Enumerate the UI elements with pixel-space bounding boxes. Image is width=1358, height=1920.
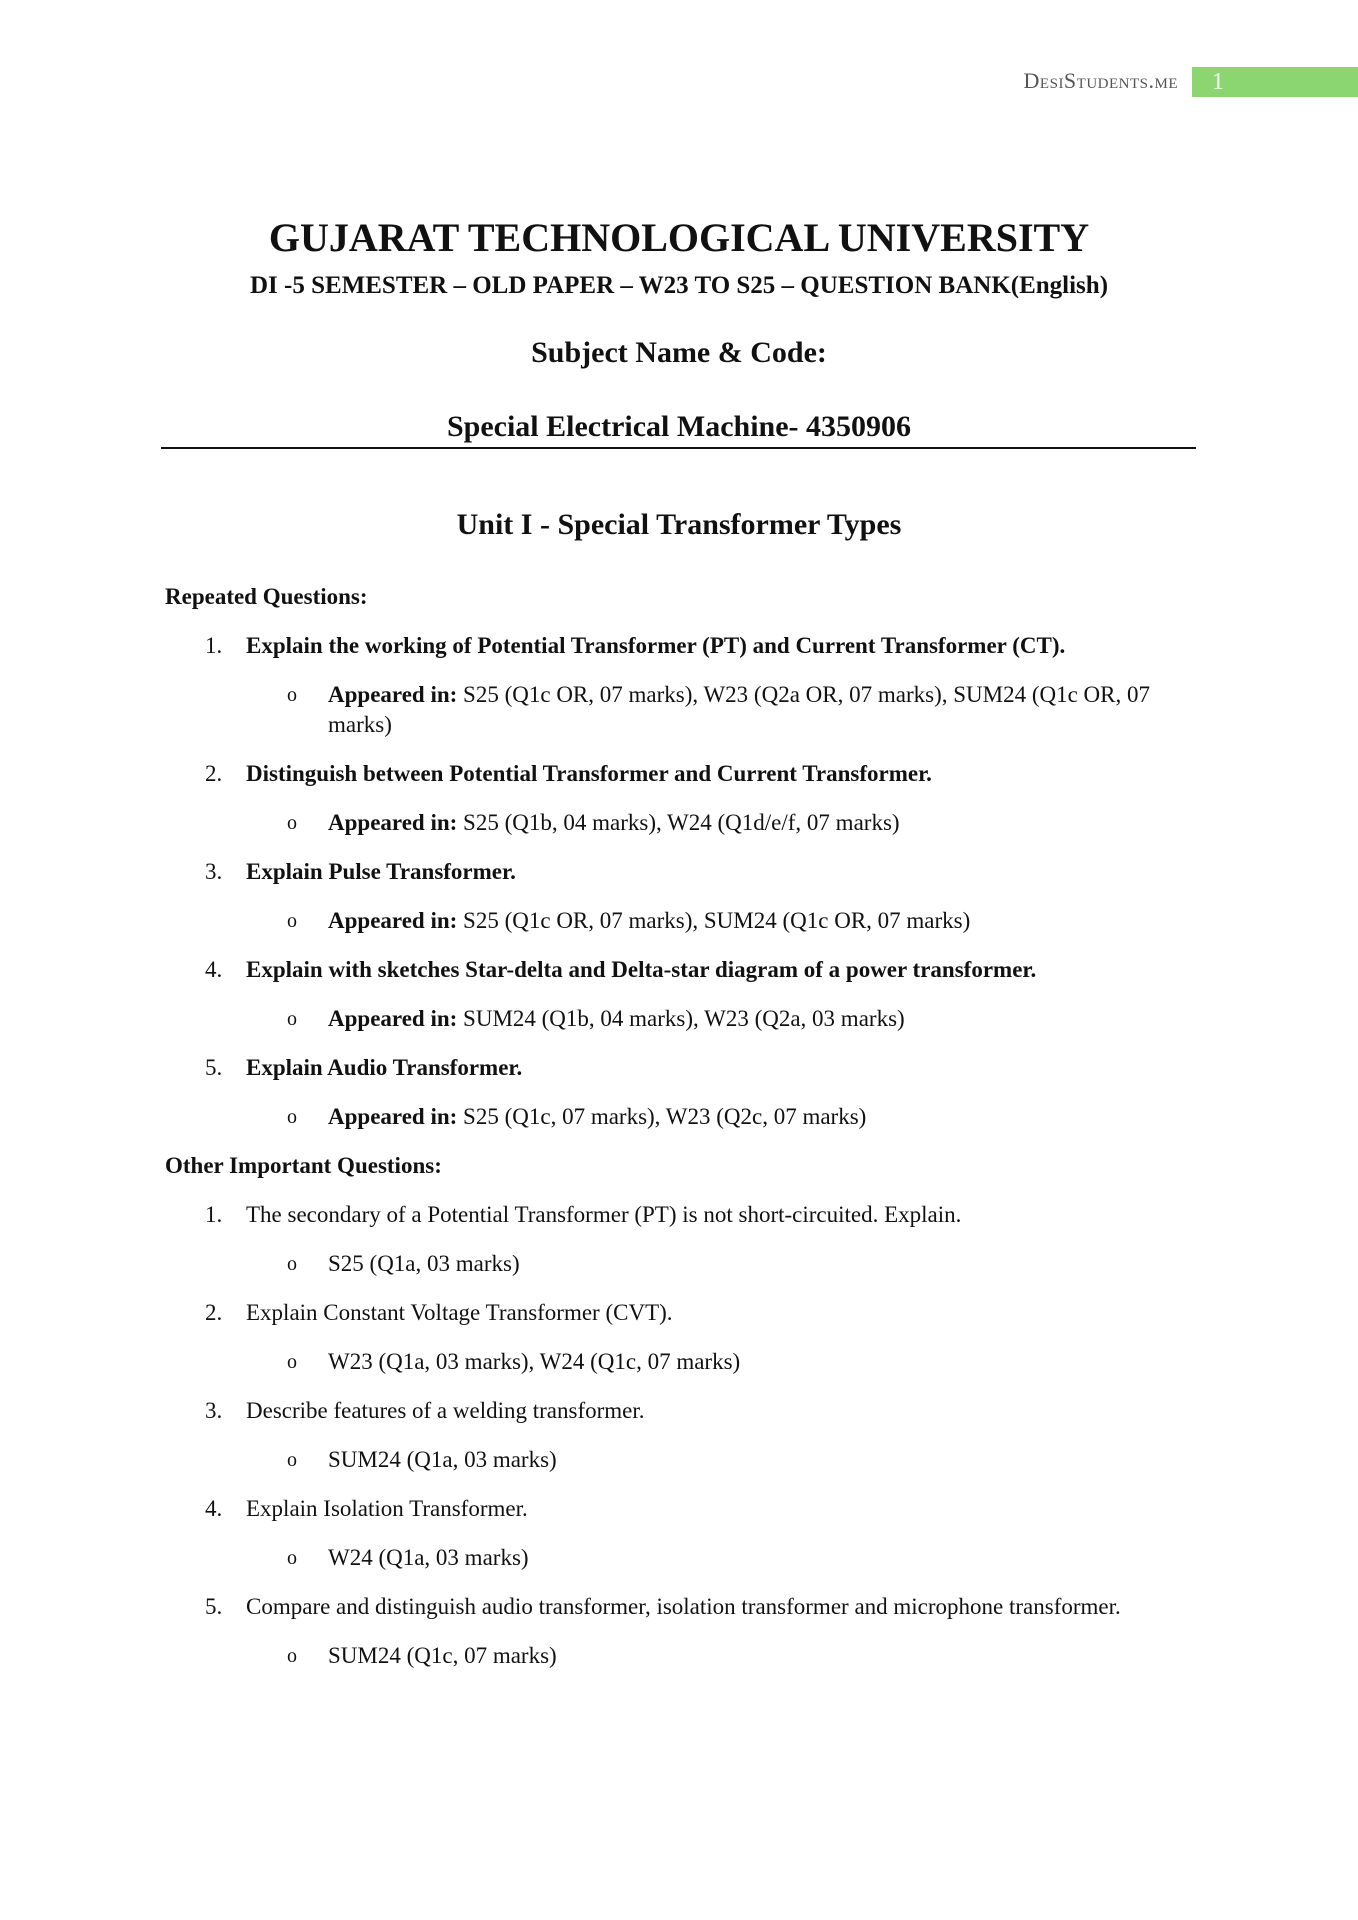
subject-label: Subject Name & Code: (531, 336, 827, 369)
bullet-icon: o (287, 1351, 297, 1373)
bullet-icon: o (287, 1645, 297, 1667)
question-item (165, 1200, 1165, 1230)
question-text: The secondary of a Potential Transformer (PT) is not short-circuited. Explain. (246, 1202, 962, 1227)
appeared-in (165, 906, 1165, 936)
page-number: 1 (1212, 69, 1224, 95)
question-number: 5. (205, 1055, 223, 1080)
question-text: Explain with sketches Star-delta and Delta-star diagram of a power transformer. (246, 957, 1037, 982)
bullet-icon: o (287, 684, 297, 706)
appeared-detail: W23 (Q1a, 03 marks), W24 (Q1c, 07 marks) (328, 1349, 741, 1374)
university-title: GUJARAT TECHNOLOGICAL UNIVERSITY (268, 215, 1090, 260)
appeared-detail: S25 (Q1a, 03 marks) (328, 1251, 520, 1276)
subject-name: Special Electrical Machine- 4350906 (446, 410, 912, 443)
question-text: Explain Pulse Transformer. (246, 859, 516, 884)
appeared-detail: SUM24 (Q1c, 07 marks) (328, 1643, 557, 1668)
appeared-in (165, 1445, 1165, 1475)
repeated-heading: Repeated Questions: (165, 584, 368, 609)
question-text: Explain Isolation Transformer. (246, 1496, 528, 1521)
bullet-icon: o (287, 1547, 297, 1569)
appeared-label: Appeared in: (328, 1104, 458, 1129)
site-header: DesiStudents.me (1023, 68, 1178, 93)
appeared-detail: SUM24 (Q1b, 04 marks), W23 (Q2a, 03 marks) (457, 1006, 905, 1031)
question-item (165, 1053, 1165, 1083)
question-number: 2. (205, 761, 223, 786)
question-list (165, 582, 1165, 1690)
question-number: 1. (205, 1202, 223, 1227)
appeared-detail: S25 (Q1c, 07 marks), W23 (Q2c, 07 marks) (457, 1104, 867, 1129)
question-number: 4. (205, 1496, 223, 1521)
bullet-icon: o (287, 1106, 297, 1128)
question-item (165, 857, 1165, 887)
appeared-in (165, 1347, 1165, 1377)
bullet-icon: o (287, 812, 297, 834)
question-number: 3. (205, 1398, 223, 1423)
bullet-icon: o (287, 910, 297, 932)
appeared-label: Appeared in: (328, 1006, 458, 1031)
appeared-detail: S25 (Q1c OR, 07 marks), W23 (Q2a OR, 07 marks), SUM24 (Q1c OR, 07 marks) (328, 682, 1151, 737)
appeared-in (165, 808, 1165, 838)
question-text: Explain Audio Transformer. (246, 1055, 523, 1080)
question-item (165, 631, 1165, 661)
question-number: 1. (205, 633, 223, 658)
question-number: 4. (205, 957, 223, 982)
appeared-label: Appeared in: (328, 682, 458, 707)
bullet-icon: o (287, 1008, 297, 1030)
question-item (165, 955, 1165, 985)
other-heading: Other Important Questions: (165, 1153, 442, 1178)
appeared-in (165, 680, 1165, 740)
appeared-detail: S25 (Q1b, 04 marks), W24 (Q1d/e/f, 07 marks) (457, 810, 900, 835)
appeared-label: Appeared in: (328, 908, 458, 933)
question-item (165, 759, 1165, 789)
appeared-in (165, 1004, 1165, 1034)
divider (161, 447, 1196, 449)
question-text: Compare and distinguish audio transformer, isolation transformer and microphone transformer. (246, 1594, 1121, 1619)
question-number: 5. (205, 1594, 223, 1619)
question-number: 3. (205, 859, 223, 884)
unit-heading: Unit I - Special Transformer Types (456, 508, 902, 541)
document-subtitle: DI -5 SEMESTER – OLD PAPER – W23 TO S25 – QUESTION BANK(English) (249, 272, 1109, 299)
question-item (165, 1592, 1165, 1622)
question-text: Explain Constant Voltage Transformer (CVT). (246, 1300, 673, 1325)
appeared-detail: W24 (Q1a, 03 marks) (328, 1545, 529, 1570)
appeared-detail: S25 (Q1c OR, 07 marks), SUM24 (Q1c OR, 07 marks) (457, 908, 971, 933)
question-item (165, 1494, 1165, 1524)
question-number: 2. (205, 1300, 223, 1325)
appeared-detail: SUM24 (Q1a, 03 marks) (328, 1447, 557, 1472)
question-item (165, 1298, 1165, 1328)
question-item (165, 1396, 1165, 1426)
appeared-in (165, 1102, 1165, 1132)
appeared-label: Appeared in: (328, 810, 458, 835)
bullet-icon: o (287, 1253, 297, 1275)
appeared-in (165, 1641, 1165, 1671)
appeared-in (165, 1543, 1165, 1573)
page-number-bar (1192, 67, 1358, 97)
question-text: Explain the working of Potential Transformer (PT) and Current Transformer (CT). (246, 633, 1066, 658)
question-text: Describe features of a welding transformer. (246, 1398, 645, 1423)
question-text: Distinguish between Potential Transformer and Current Transformer. (246, 761, 932, 786)
bullet-icon: o (287, 1449, 297, 1471)
appeared-in (165, 1249, 1165, 1279)
